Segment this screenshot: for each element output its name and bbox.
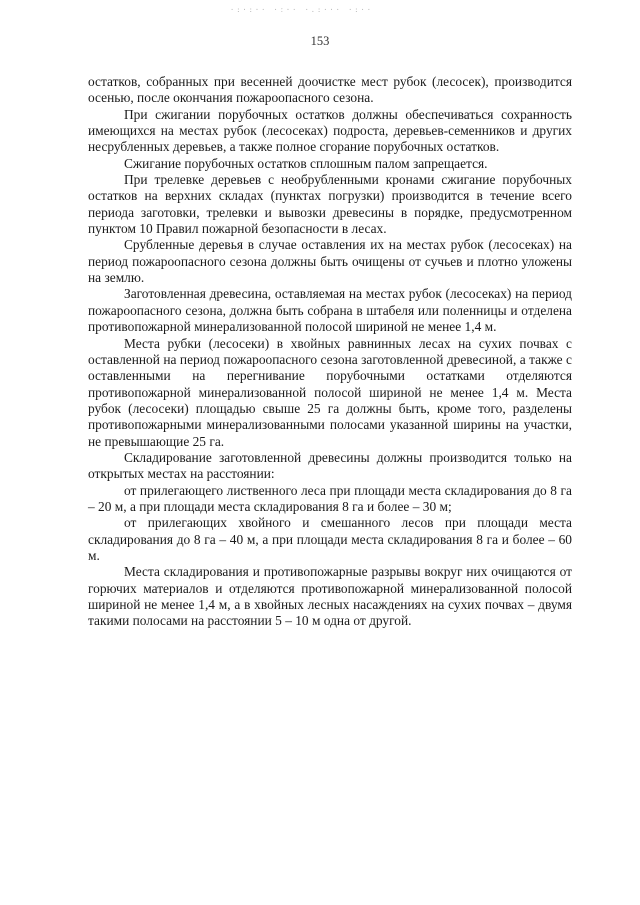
paragraph: Места складирования и противопожарные разрывы вокруг них очищаются от горючих материалов и отделяются противопожарной минерализованной полосой шириной не менее 1,4 м, а в хвойных лесных насаждениях на сухих почвах – двумя такими полосами на расстоянии 5 – 10 м одна от другой. [88,564,572,629]
paragraph: При трелевке деревьев с необрубленными кронами сжигание порубочных остатков на верхних складах (пунктах погрузки) производится в течение всего периода заготовки, трелевки и вывозки древесины в порядке, предусмотренном пунктом 10 Правил пожарной безопасности в лесах. [88,172,572,237]
paragraph: Складирование заготовленной древесины должны производится только на открытых местах на расстоянии: [88,449,572,482]
scan-artifact: ·:·:·· ·ː·· ·.:··· ·:·· [230,6,373,14]
paragraph-continuation: остатков, собранных при весенней доочистке мест рубок (лесосек), производится осенью, после окончания пожароопасного сезона. [88,74,572,106]
paragraph: Заготовленная древесина, оставляемая на местах рубок (лесосеках) на период пожароопасного сезона, должна быть собрана в штабеля или поленницы и отделена противопожарной минерализованной полосой шириной не менее 1,4 м. [88,286,572,335]
list-item-paragraph: от прилегающих хвойного и смешанного лесов при площади места складирования до 8 га – 40 м, а при площади места складирования 8 га и более – 60 м. [88,515,572,563]
list-item-paragraph: от прилегающего лиственного леса при площади места складирования до 8 га – 20 м, а при площади места складирования 8 га и более – 30 м; [88,482,572,514]
paragraph: Места рубки (лесосеки) в хвойных равнинных лесах на сухих почвах с оставленной на период пожароопасного сезона заготовленной древесиной, а также с оставленными на перегнивание порубочными остатками отделяются противопожарной минерализованной полосой шириной не менее 1,4 м. Места рубок (лесосеки) площадью свыше 25 га должны быть, кроме того, разделены противопожарными минерализованными полосами указанной ширины на участки, не превышающие 25 га. [88,335,572,449]
document-body [88,74,572,630]
page-number: 153 [310,34,330,48]
paragraph: Сжигание порубочных остатков сплошным палом запрещается. [124,155,488,171]
paragraph: Срубленные деревья в случае оставления их на местах рубок (лесосеках) на период пожароопасного сезона должны быть очищены от сучьев и плотно уложены на землю. [88,237,572,286]
paragraph: При сжигании порубочных остатков должны обеспечиваться сохранность имеющихся на местах рубок (лесосеках) подроста, деревьев-семенников и других несрубленных деревьев, а также полное сгорание порубочных остатков. [88,106,572,155]
